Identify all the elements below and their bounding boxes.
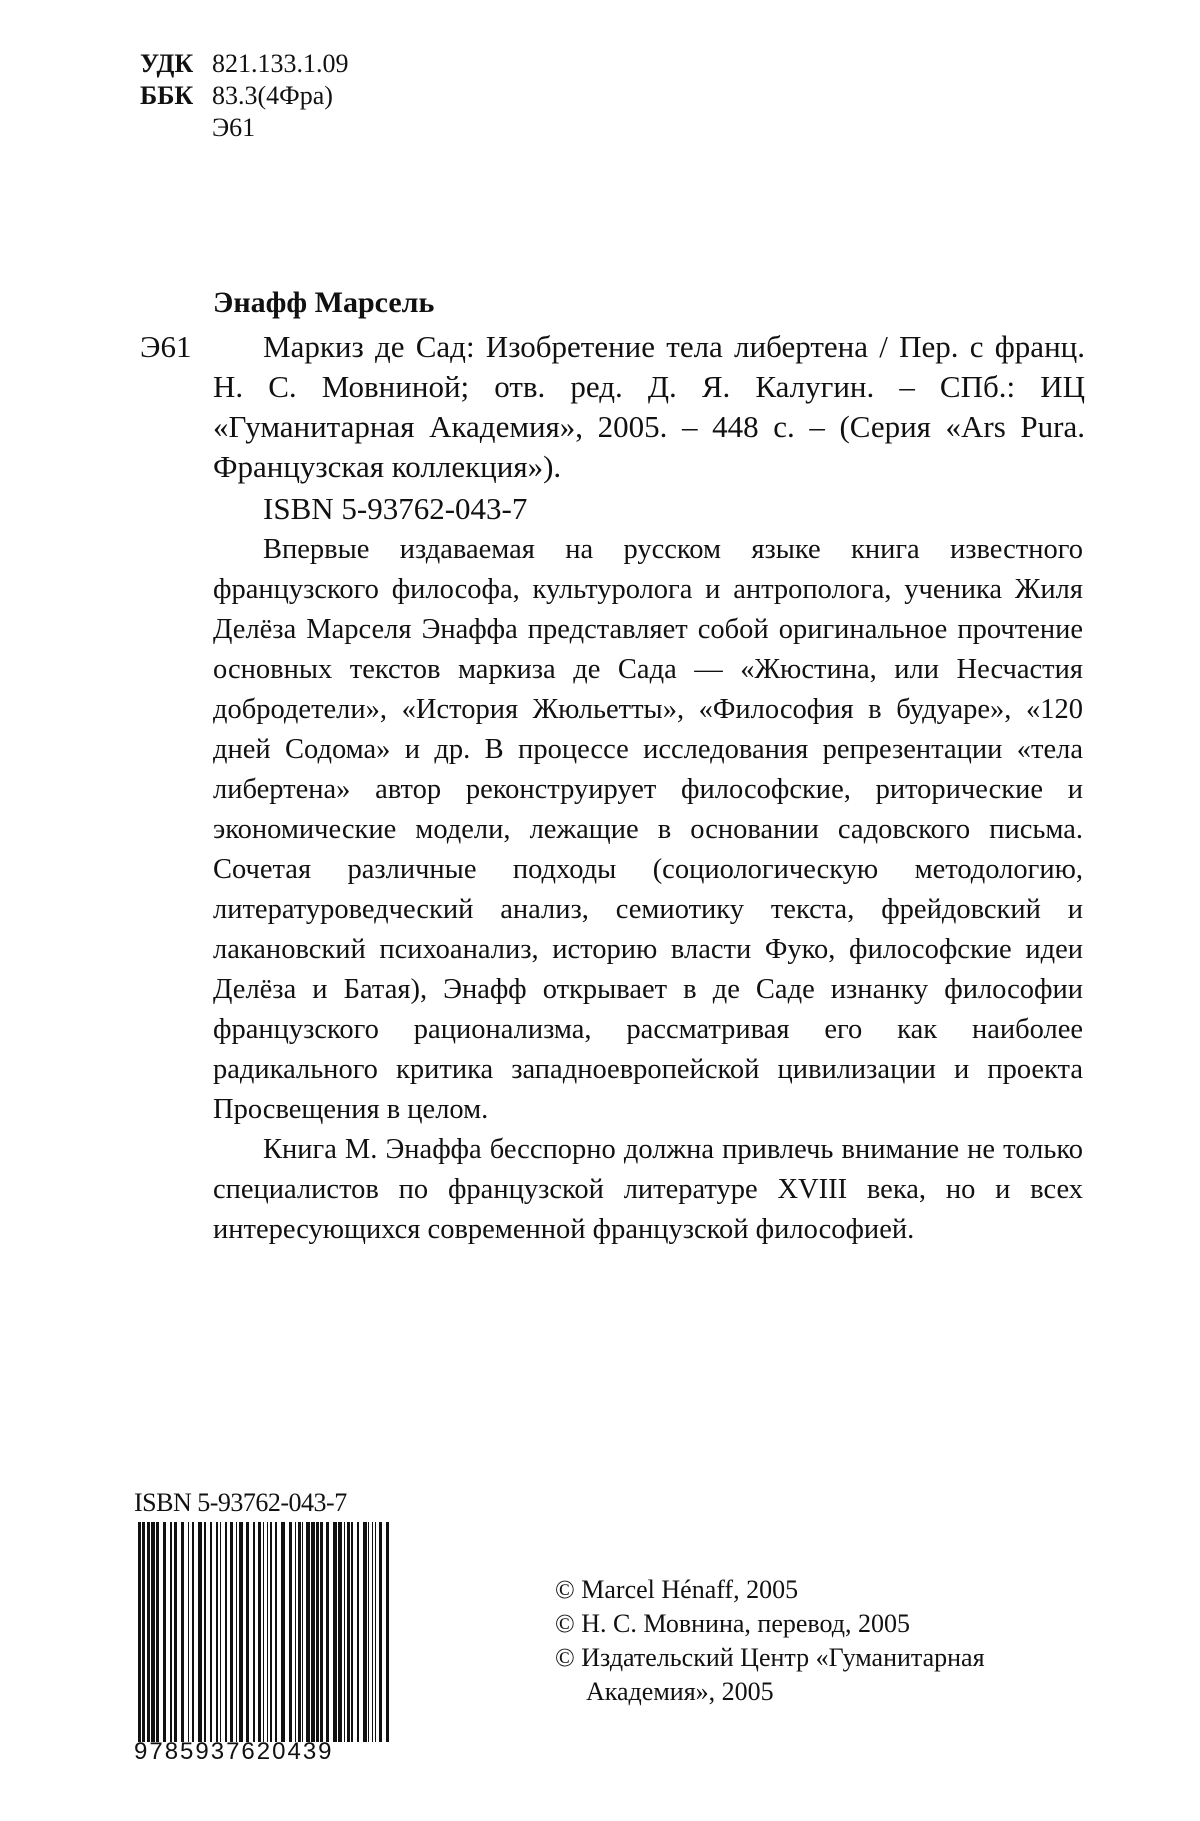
annotation-paragraph-1: Впервые издаваемая на русском языке книга известного французского философа, культуролога и антрополога, ученика Жиля Делёза Марселя Энаффа представляет собой оригинальное прочтение основных текстов маркиза де Сада — «Жюстина, или Несчастия добродетели», «История Жюльетты», «Философия в будуаре», «120 дней Содома» и др. В процессе исследования репрезентации «тела либертена» автор реконструирует философские, риторические и экономические модели, лежащие в основании садовского письма. Сочетая различные подходы (социологическую методологию, литературоведческий анализ, семиотику текста, фрейдовский и лакановский психоанализ, историю власти Фуко, философские идеи Делёза и Батая), Энафф открывает в де Саде изнанку философии французского рационализма, рассматривая его как наиболее радикального критика западноевропейской цивилизации и проекта Просвещения в целом. (213, 534, 1083, 1125)
catalog-entry-block (140, 327, 1085, 529)
copyright-line-2: © Н. С. Мовнина, перевод, 2005 (555, 1609, 910, 1638)
classification-block (140, 48, 349, 144)
catalog-isbn: ISBN 5-93762-043-7 (263, 491, 528, 526)
udk-label: УДК (140, 49, 194, 78)
copyright-line-3: © Издательский Центр «Гуманитарная (555, 1643, 985, 1672)
copyright-line-4: Академия», 2005 (586, 1677, 774, 1706)
bbk-row (140, 80, 349, 112)
catalog-author: Энафф Марсель (213, 286, 435, 319)
udk-value: 821.133.1.09 (212, 49, 349, 78)
annotation-paragraph-2: Книга М. Энаффа бесспорно должна привлечь внимание не только специалистов по французской литературе XVIII века, но и всех интересующихся современной французской философией. (213, 1134, 1083, 1245)
author-mark: Э61 (212, 113, 256, 142)
udk-row (140, 48, 349, 80)
barcode-block (134, 1488, 400, 1766)
catalog-entry-text: Маркиз де Сад: Изобретение тела либертена / Пер. с франц. Н. С. Мовниной; отв. ред. Д. Я. Калугин. – СПб.: ИЦ «Гуманитарная Академия», 2005. – 448 с. – (Серия «Ars Pura. Французская коллекция»). (213, 329, 1085, 484)
copyright-line-1: © Marcel Hénaff, 2005 (555, 1575, 799, 1604)
barcode-isbn: ISBN 5-93762-043-7 (134, 1488, 347, 1517)
annotation (213, 530, 1083, 1250)
copyright-block (555, 1573, 985, 1709)
bbk-value: 83.3(4Фра) (212, 81, 333, 110)
bbk-label: ББК (140, 81, 194, 110)
catalog-code: Э61 (140, 329, 192, 364)
barcode-digits: 9785937620439 (134, 1738, 334, 1765)
barcode-image (134, 1522, 396, 1742)
